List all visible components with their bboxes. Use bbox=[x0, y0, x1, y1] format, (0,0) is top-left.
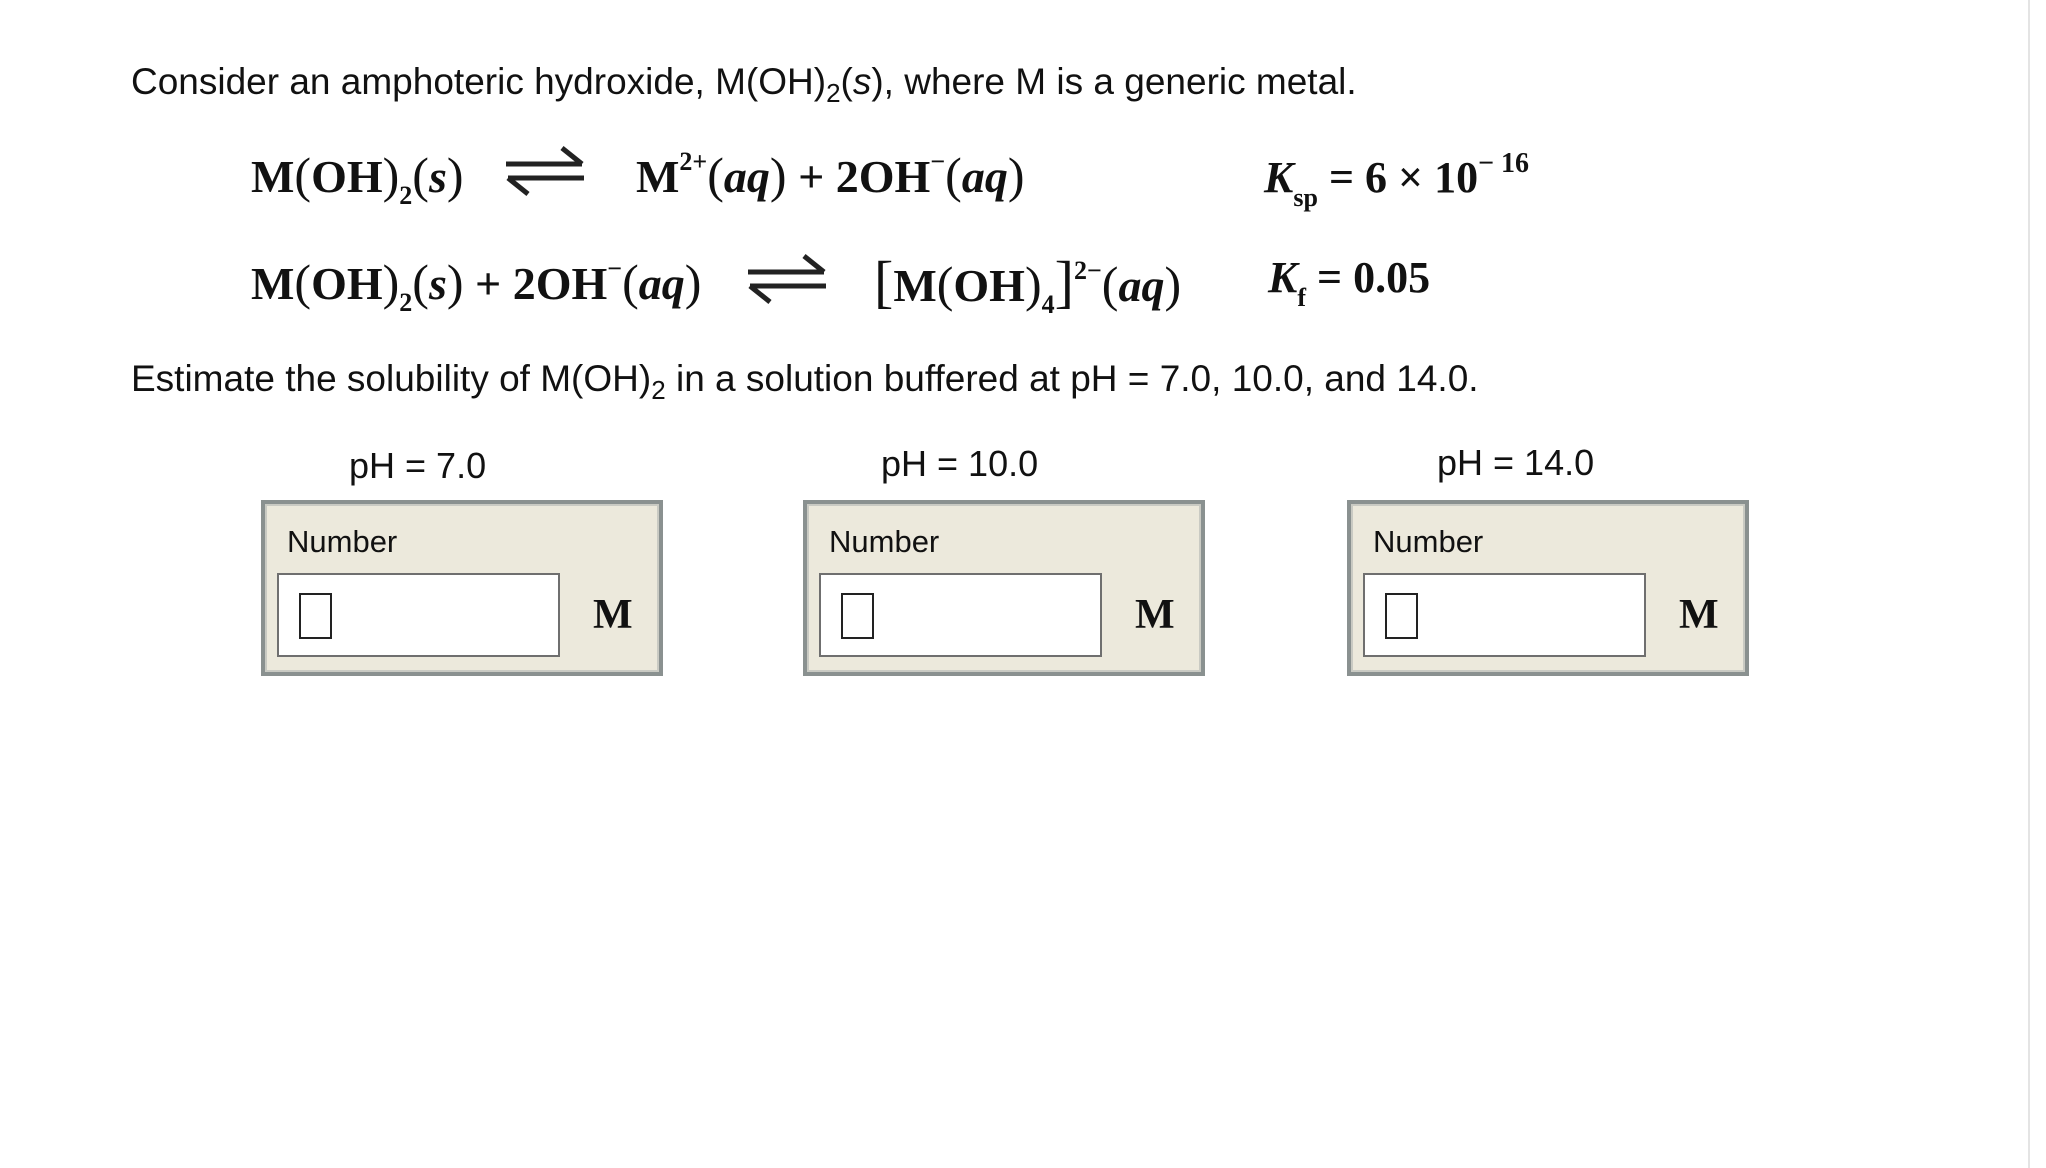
eq1-right-hydroxide: 2OH bbox=[835, 151, 931, 202]
kf-symbol: K bbox=[1268, 253, 1298, 302]
number-label: Number bbox=[1373, 524, 1484, 559]
ksp-value: = 6 × 10 bbox=[1328, 153, 1479, 202]
eq2-left-charge: − bbox=[607, 254, 623, 283]
answer-box-ph-10 bbox=[803, 500, 1205, 676]
intro-text-mid: ( bbox=[840, 61, 853, 102]
equation-2-left: $M(OH)_2(s) + 2OH^-(aq)$ bbox=[251, 254, 702, 317]
eq1-left-state: s bbox=[428, 151, 447, 202]
eq2-left-group: OH bbox=[311, 258, 383, 309]
ksp-constant bbox=[1264, 148, 1530, 212]
intro-text-after: ), where M is a generic metal. bbox=[871, 61, 1357, 102]
scrollbar-track[interactable] bbox=[2028, 0, 2046, 1168]
eq1-right-charge: − bbox=[930, 147, 946, 176]
equation-1-left: $M(OH)_2(s)$ bbox=[251, 147, 464, 210]
eq1-plus: + bbox=[798, 151, 825, 202]
eq1-right-ion-charge: 2+ bbox=[679, 147, 708, 176]
kf-subscript: f bbox=[1297, 283, 1307, 312]
question-text bbox=[131, 357, 1479, 405]
eq1-left-subscript: 2 bbox=[399, 181, 413, 210]
eq1-left-group: OH bbox=[311, 151, 383, 202]
question-text-after: in a solution buffered at pH = 7.0, 10.0, and 14.0. bbox=[665, 358, 1479, 399]
equilibrium-arrow-icon bbox=[746, 250, 828, 308]
ph-label-14: pH = 14.0 bbox=[1437, 442, 1595, 483]
question-text-before: Estimate the solubility of M(OH) bbox=[131, 358, 652, 399]
ph-label-10: pH = 10.0 bbox=[881, 443, 1039, 484]
eq1-right-state: aq bbox=[723, 151, 770, 202]
kf-constant bbox=[1268, 250, 1431, 312]
intro-subscript: 2 bbox=[826, 78, 841, 108]
eq1-left-metal: M bbox=[251, 151, 295, 202]
unit-label: M bbox=[1135, 592, 1175, 638]
intro-state: s bbox=[852, 61, 872, 102]
equation-2-right: $[M(OH)_4]^{2-}(aq)$ bbox=[874, 249, 1182, 319]
eq2-plus: + bbox=[475, 258, 502, 309]
text-cursor-icon bbox=[841, 593, 874, 639]
intro-text bbox=[131, 60, 1357, 108]
eq2-left-subscript: 2 bbox=[399, 288, 413, 317]
ksp-symbol: K bbox=[1264, 153, 1294, 202]
text-cursor-icon bbox=[299, 593, 332, 639]
question-subscript: 2 bbox=[651, 375, 666, 405]
equilibrium-arrow-icon bbox=[504, 142, 586, 200]
number-label: Number bbox=[829, 524, 940, 559]
eq2-complex-state: aq bbox=[1118, 260, 1165, 311]
eq1-right-ion: M bbox=[636, 151, 680, 202]
eq2-complex-metal: M bbox=[893, 260, 937, 311]
eq2-left-hydroxide: 2OH bbox=[512, 258, 608, 309]
unit-label: M bbox=[1679, 592, 1719, 638]
ph-label-7: pH = 7.0 bbox=[349, 445, 487, 486]
eq2-left-state: s bbox=[428, 258, 447, 309]
ksp-exponent: − 16 bbox=[1478, 148, 1530, 179]
number-label: Number bbox=[287, 524, 398, 559]
eq2-complex-subscript: 4 bbox=[1041, 290, 1055, 319]
text-cursor-icon bbox=[1385, 593, 1418, 639]
eq2-complex-group: OH bbox=[953, 260, 1025, 311]
equation-1-right: $M^{2+}(aq) + 2OH^-(aq)$ bbox=[636, 147, 1025, 203]
answer-box-ph-7 bbox=[261, 500, 663, 676]
eq1-right-state-2: aq bbox=[961, 151, 1008, 202]
kf-value: = 0.05 bbox=[1317, 253, 1431, 302]
intro-text-before: Consider an amphoteric hydroxide, M(OH) bbox=[131, 61, 827, 102]
eq2-complex-charge: 2− bbox=[1073, 256, 1102, 285]
ksp-subscript: sp bbox=[1293, 183, 1318, 212]
eq2-left-state-2: aq bbox=[638, 258, 685, 309]
answer-box-ph-14 bbox=[1347, 500, 1749, 676]
eq2-left-metal: M bbox=[251, 258, 295, 309]
unit-label: M bbox=[593, 592, 633, 638]
